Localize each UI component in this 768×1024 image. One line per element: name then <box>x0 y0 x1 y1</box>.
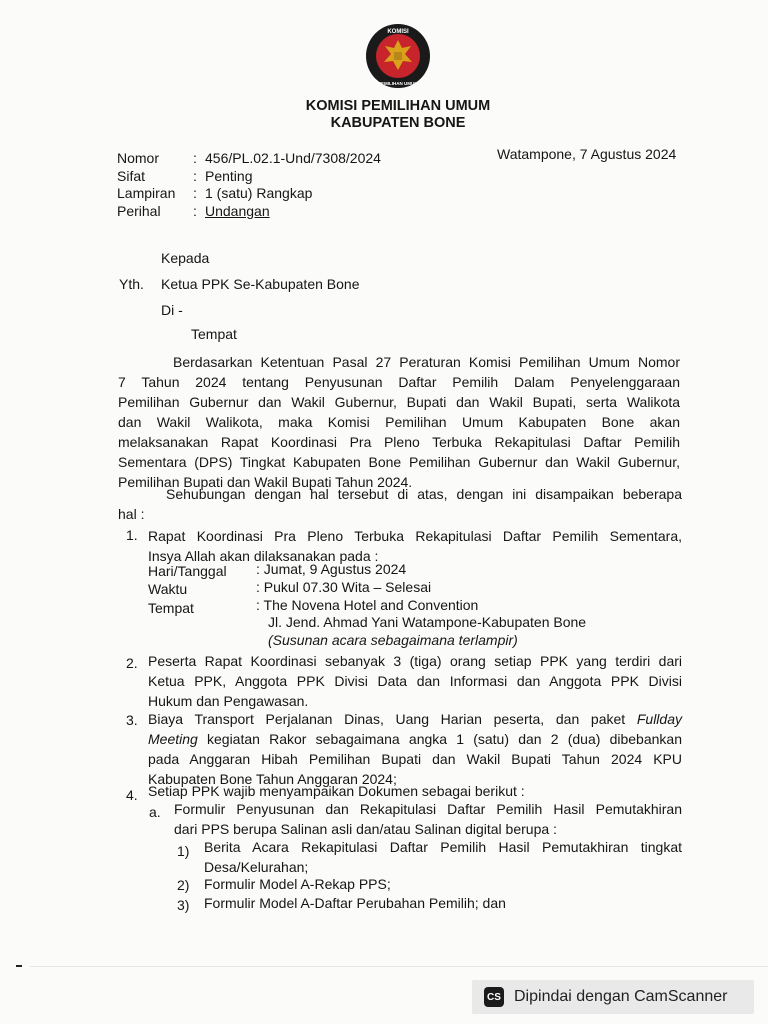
paragraph-line: Pemilihan Gubernur dan Wakil Gubernur, Bupati dan Wakil Bupati, serta Walikota <box>118 394 680 410</box>
item-3-meeting: Meeting <box>148 731 198 747</box>
paragraph-line: 7 Tahun 2024 tentang Penyusunan Daftar Pemilih Dalam Penyelenggaraan <box>118 374 680 390</box>
paragraph-line: Berdasarkan Ketentuan Pasal 27 Peraturan Komisi Pemilihan Umum Nomor <box>173 354 680 370</box>
item-line: Insya Allah akan dilaksanakan pada : <box>148 548 379 564</box>
item-3-line1-text: Biaya Transport Perjalanan Dinas, Uang Harian peserta, dan paket <box>148 711 637 727</box>
meta-colon: : <box>193 185 197 201</box>
paragraph-line: Pemilihan Bupati dan Wakil Bupati Tahun 2024. <box>118 474 413 490</box>
address-di: Di - <box>161 302 183 318</box>
meta-value: 456/PL.02.1-Und/7308/2024 <box>205 150 381 166</box>
meta-row-sifat <box>117 168 381 186</box>
meta-value: Undangan <box>205 202 270 219</box>
meta-label: Sifat <box>117 167 146 184</box>
venue-address: Jl. Jend. Ahmad Yani Watampone-Kabupaten Bone <box>268 614 587 630</box>
subitem-line: Berita Acara Rekapitulasi Daftar Pemilih Hasil Pemutakhiran tingkat <box>204 839 682 855</box>
meta-colon: : <box>193 150 197 166</box>
subitem-3-number: 3) <box>177 897 190 913</box>
logo-bottom-text: PEMILIHAN UMUM <box>378 81 418 86</box>
camscanner-icon: CS <box>484 987 504 1007</box>
item-2-number: 2. <box>126 655 138 671</box>
detail-value-waktu: : Pukul 07.30 Wita – Selesai <box>256 579 432 595</box>
camscanner-watermark <box>472 980 754 1014</box>
meta-label: Nomor <box>117 150 160 166</box>
item-4-text: Setiap PPK wajib menyampaikan Dokumen sebagai berikut : <box>148 783 525 799</box>
detail-value-tempat: : The Novena Hotel and Convention <box>256 597 479 613</box>
org-name-line2: KABUPATEN BONE <box>330 115 466 131</box>
body-paragraph-1 <box>118 352 680 492</box>
meta-colon: : <box>193 167 197 184</box>
item-line: Ketua PPK, Anggota PPK Divisi Data dan Informasi dan Anggota PPK Divisi <box>148 673 682 689</box>
subitem-1-text <box>204 837 682 877</box>
item-line <box>148 709 682 729</box>
address-tempat: Tempat <box>191 326 237 342</box>
sub-line: Formulir Penyusunan dan Rekapitulasi Daftar Pemilih Hasil Pemutakhiran <box>174 801 682 817</box>
item-3-number: 3. <box>126 712 138 728</box>
kpu-logo-icon <box>365 22 431 90</box>
item-line: Hukum dan Pengawasan. <box>148 693 309 709</box>
item-line: Kabupaten Bone Tahun Anggaran 2024; <box>148 771 397 787</box>
detail-label-hari: Hari/Tanggal <box>148 563 227 579</box>
detail-label-tempat: Tempat <box>148 600 194 616</box>
item-3-fullday: Fullday <box>636 711 682 727</box>
item-line: Peserta Rapat Koordinasi sebanyak 3 (tiga) orang setiap PPK yang terdiri dari <box>148 653 682 669</box>
item-1-text <box>148 526 682 566</box>
item-line: pada Anggaran Hibah Pemilihan Bupati dan Wakil Bupati Tahun 2024 KPU <box>148 751 682 767</box>
meta-label: Perihal <box>117 202 161 219</box>
subitem-3-text: Formulir Model A-Daftar Perubahan Pemilih; dan <box>204 895 506 911</box>
paragraph-line: Sementara (DPS) Tingkat Kabupaten Bone Pemilihan Gubernur dan Wakil Gubernur, <box>118 454 680 470</box>
paragraph-line: dan Wakil Walikota, maka Komisi Pemilihan Umum Kabupaten Bone akan <box>118 414 680 430</box>
agenda-note: (Susunan acara sebagaimana terlampir) <box>268 632 518 648</box>
item-3-text <box>148 709 682 789</box>
meta-value: Penting <box>205 167 253 184</box>
body-paragraph-2 <box>118 484 682 524</box>
detail-label-waktu: Waktu <box>148 581 188 597</box>
address-yth: Yth. <box>119 276 144 292</box>
subitem-2-number: 2) <box>177 877 190 893</box>
meta-colon: : <box>193 202 197 219</box>
org-name-line1: KOMISI PEMILIHAN UMUM <box>305 98 491 114</box>
item-line: Rapat Koordinasi Pra Pleno Terbuka Rekapitulasi Daftar Pemilih Sementara, <box>148 528 682 544</box>
item-line <box>148 729 682 749</box>
sub-line: dari PPS berupa Salinan asli dan/atau Salinan digital berupa : <box>174 821 557 837</box>
subitem-line: Desa/Kelurahan; <box>204 859 309 875</box>
subitem-2-text: Formulir Model A-Rekap PPS; <box>204 876 391 892</box>
meta-row-lampiran <box>117 185 381 203</box>
meta-row-nomor <box>117 150 381 168</box>
item-2-text <box>148 651 682 711</box>
place-date: Watampone, 7 Agustus 2024 <box>497 146 677 162</box>
meta-label: Lampiran <box>117 185 176 201</box>
item-4-number: 4. <box>126 787 138 803</box>
address-recipient: Ketua PPK Se-Kabupaten Bone <box>161 276 360 292</box>
item-1-number: 1. <box>126 527 138 543</box>
meta-row-perihal <box>117 203 381 221</box>
camscanner-text: Dipindai dengan CamScanner <box>514 988 728 1005</box>
subitem-1-number: 1) <box>177 843 190 859</box>
paragraph-line: hal : <box>118 506 145 522</box>
scan-line <box>30 966 768 967</box>
item-3-line2-text: kegiatan Rakor sebagaimana angka 1 (satu) dan 2 (dua) dibebankan <box>197 731 682 747</box>
scan-mark <box>16 965 22 967</box>
sub-a-letter: a. <box>149 804 161 820</box>
letter-meta <box>117 150 381 220</box>
address-kepada: Kepada <box>161 250 210 266</box>
detail-value-hari: : Jumat, 9 Agustus 2024 <box>256 561 407 577</box>
paragraph-line: melaksanakan Rapat Koordinasi Pra Pleno Terbuka Rekapitulasi Daftar Pemilih <box>118 434 680 450</box>
logo-top-text: KOMISI <box>387 29 409 35</box>
paragraph-line: Sehubungan dengan hal tersebut di atas, dengan ini disampaikan beberapa <box>166 486 682 502</box>
meta-value: 1 (satu) Rangkap <box>205 185 313 201</box>
sub-a-text <box>174 799 682 839</box>
